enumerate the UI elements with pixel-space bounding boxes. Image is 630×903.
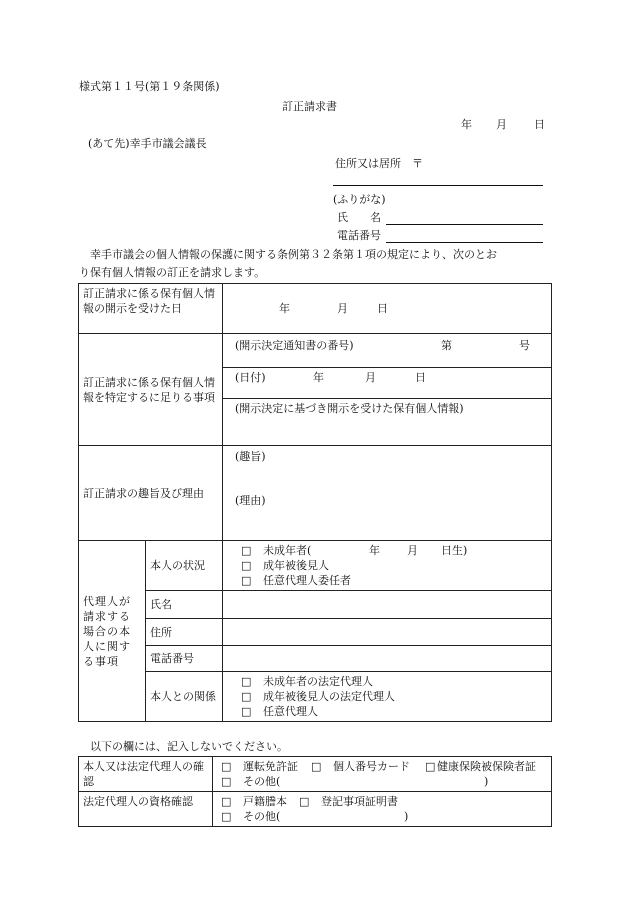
agent-qualification-label: 法定代理人の資格確認 xyxy=(79,792,213,827)
applicant-phone-label: 電話番号 xyxy=(337,229,381,242)
date-day-label: 日 xyxy=(534,118,545,131)
principal-phone-label: 電話番号 xyxy=(146,646,223,672)
office-use-table xyxy=(78,756,552,827)
checkbox-icon[interactable]: □ xyxy=(299,795,310,808)
date-year-label: 年 xyxy=(461,118,472,131)
principal-name-label: 氏名 xyxy=(146,591,223,619)
checkbox-icon[interactable]: □ xyxy=(311,760,322,773)
checkbox-icon[interactable]: □ xyxy=(241,675,252,688)
page-title: 訂正請求書 xyxy=(282,100,337,113)
checkbox-icon[interactable]: □ xyxy=(241,574,252,587)
checkbox-icon[interactable]: □ xyxy=(221,810,232,823)
checkbox-icon[interactable]: □ xyxy=(241,544,252,557)
principal-status-options xyxy=(223,541,552,591)
status-option-minor[interactable]: □ 未成年者( 年 月 日生) xyxy=(241,544,468,557)
applicant-name-underline[interactable] xyxy=(386,224,543,225)
status-option-adult-ward[interactable]: □ 成年被後見人 xyxy=(241,559,329,572)
purpose-reason-label: 訂正請求の趣旨及び理由 xyxy=(79,446,223,541)
relation-option-voluntary-agent[interactable]: □ 任意代理人 xyxy=(241,705,318,718)
furigana-label: (ふりがな) xyxy=(333,193,386,206)
applicant-phone-underline[interactable] xyxy=(386,242,543,243)
request-table xyxy=(78,283,552,722)
date-month-label: 月 xyxy=(496,118,507,131)
agent-section-label: 代理人が請求する場合の本人に関する事項 xyxy=(79,541,146,722)
intro-line-1: 幸手市議会の個人情報の保護に関する条例第３２条第１項の規定により、次のとお xyxy=(79,248,497,261)
purpose-reason-field[interactable]: (趣旨) (理由) xyxy=(223,446,552,541)
checkbox-icon[interactable]: □ xyxy=(221,775,232,788)
identity-check-label: 本人又は法定代理人の確認 xyxy=(79,757,213,792)
relation-option-adult-guardian[interactable]: □ 成年被後見人の法定代理人 xyxy=(241,690,395,703)
address-underline[interactable] xyxy=(333,185,543,186)
applicant-name-label: 氏 名 xyxy=(337,211,381,224)
checkbox-icon[interactable]: □ xyxy=(425,760,436,773)
intro-line-2: り保有個人情報の訂正を請求します。 xyxy=(79,266,266,279)
principal-address-label: 住所 xyxy=(146,619,223,646)
addressee: (あて先)幸手市議会議長 xyxy=(88,137,207,150)
address-label: 住所又は居所 〒 xyxy=(335,157,423,170)
relation-label: 本人との関係 xyxy=(146,672,223,722)
specify-info-field[interactable]: (開示決定通知書の番号) 第 号 (日付) 年 月 日 (開示決定に基づき開示を受けた保有個人情報) xyxy=(223,334,552,446)
disclosure-date-label: 訂正請求に係る保有個人情報の開示を受けた日 xyxy=(79,284,223,334)
checkbox-icon[interactable]: □ xyxy=(221,795,232,808)
principal-name-field[interactable] xyxy=(223,591,552,619)
relation-options xyxy=(223,672,552,722)
checkbox-icon[interactable]: □ xyxy=(241,559,252,572)
checkbox-icon[interactable]: □ xyxy=(241,690,252,703)
status-option-voluntary[interactable]: □ 任意代理人委任者 xyxy=(241,574,351,587)
checkbox-icon[interactable]: □ xyxy=(221,760,232,773)
principal-phone-field[interactable] xyxy=(223,646,552,672)
form-number: 様式第１１号(第１９条関係) xyxy=(79,80,220,93)
disclosure-date-field[interactable]: 年 月 日 xyxy=(223,284,552,334)
agent-qualification-options: □ 戸籍謄本 □ 登記事項証明書 □ その他( ) xyxy=(213,792,552,827)
principal-status-label: 本人の状況 xyxy=(146,541,223,591)
office-use-note: 以下の欄には、記入しないでください。 xyxy=(79,740,288,753)
specify-info-label: 訂正請求に係る保有個人情報を特定するに足りる事項 xyxy=(79,334,223,446)
principal-address-field[interactable] xyxy=(223,619,552,646)
identity-check-options: □ 運転免許証 □ 個人番号カード □ 健康保険被保険者証 □ その他( ) xyxy=(213,757,552,792)
checkbox-icon[interactable]: □ xyxy=(241,705,252,718)
relation-option-minor-guardian[interactable]: □ 未成年者の法定代理人 xyxy=(241,675,373,688)
